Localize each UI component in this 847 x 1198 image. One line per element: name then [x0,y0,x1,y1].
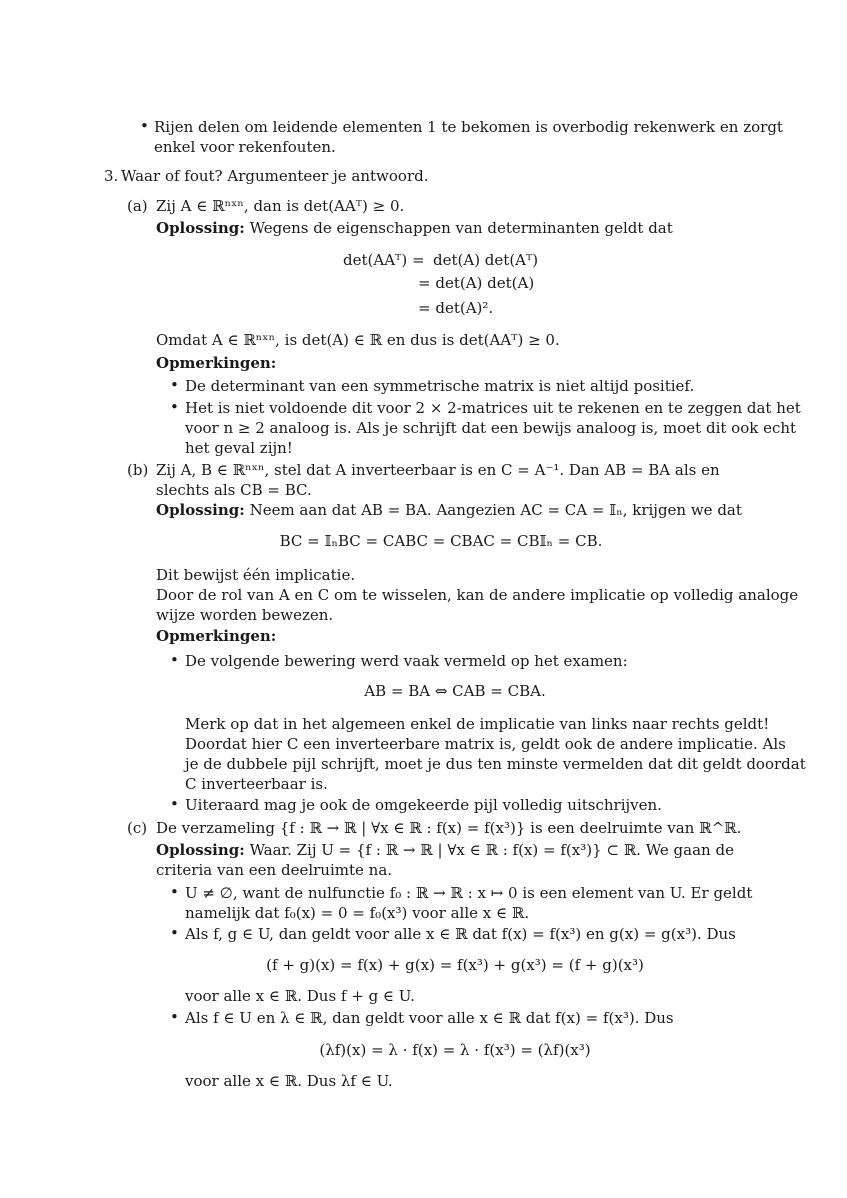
part-c-solution [156,840,734,860]
solution-heading: Oplossing: [156,501,245,519]
solution-text: Neem aan dat AB = BA. Aangezien AC = CA = 𝕀ₙ, krijgen we dat [249,501,742,519]
part-a-statement: Zij A ∈ ℝⁿˣⁿ, dan is det(AAᵀ) ≥ 0. [156,197,405,215]
part-a-solution [156,218,673,238]
remark-b-note-2: Doordat hier C een inverteerbare matrix is, geldt ook de andere implicatie. Als [185,735,786,753]
remarks-heading: Opmerkingen: [156,627,277,645]
solution-text: Waar. Zij U = {f : ℝ → ℝ | ∀x ∈ ℝ : f(x) = f(x³)} ⊂ ℝ. We gaan de [249,841,734,859]
bullet-icon: • [140,117,149,135]
part-b-equation: BC = 𝕀ₙBC = CABC = CBAC = CB𝕀ₙ = CB. [279,532,603,550]
remark-b-note-1: Merk op dat in het algemeen enkel de implicatie van links naar rechts geldt! [185,715,770,733]
part-b-solution [156,500,742,520]
criterion-1-line-1: U ≠ ∅, want de nulfunctie f₀ : ℝ → ℝ : x ↦ 0 is een element van U. Er geldt [185,884,753,902]
eq-line-1-left: det(AAᵀ) = [343,251,425,269]
bullet-icon: • [170,398,179,416]
remark-b-equation: AB = BA ⇔ CAB = CBA. [364,682,546,700]
intro-line-2: enkel voor rekenfouten. [154,138,336,156]
bullet-icon: • [170,376,179,394]
remark-a-1: De determinant van een symmetrische matrix is niet altijd positief. [185,377,695,395]
bullet-icon: • [170,651,179,669]
part-b-statement-2: slechts als CB = BC. [156,481,312,499]
remark-b-2: Uiteraard mag je ook de omgekeerde pijl volledig uitschrijven. [185,796,662,814]
remark-b-note-3: je de dubbele pijl schrijft, moet je dus ten minste vermelden dat dit geldt doordat [185,755,806,773]
intro-line-1: Rijen delen om leidende elementen 1 te bekomen is overbodig rekenwerk en zorgt [154,118,783,136]
remark-b-note-4: C inverteerbaar is. [185,775,328,793]
criterion-2-line-2: voor alle x ∈ ℝ. Dus f + g ∈ U. [185,987,415,1005]
bullet-icon: • [170,1008,179,1026]
part-b-statement-1: Zij A, B ∈ ℝⁿˣⁿ, stel dat A inverteerbaar is en C = A⁻¹. Dan AB = BA als en [156,461,720,479]
criterion-2-equation: (f + g)(x) = f(x) + g(x) = f(x³) + g(x³) = (f + g)(x³) [266,956,644,974]
part-b-paragraph-1: Dit bewijst één implicatie. [156,566,356,584]
remark-a-2-line-1: Het is niet voldoende dit voor 2 × 2-matrices uit te rekenen en te zeggen dat het [185,399,801,417]
part-a-conclusion: Omdat A ∈ ℝⁿˣⁿ, is det(A) ∈ ℝ en dus is det(AAᵀ) ≥ 0. [156,331,560,349]
part-a-label: (a) [127,197,148,215]
remark-a-2-line-3: het geval zijn! [185,439,293,457]
question-title: Waar of fout? Argumenteer je antwoord. [121,167,429,185]
criterion-3-line-1: Als f ∈ U en λ ∈ ℝ, dan geldt voor alle x ∈ ℝ dat f(x) = f(x³). Dus [185,1009,674,1027]
part-c-label: (c) [127,819,148,837]
criterion-1-line-2: namelijk dat f₀(x) = 0 = f₀(x³) voor alle x ∈ ℝ. [185,904,530,922]
bullet-icon: • [170,795,179,813]
criterion-3-line-2: voor alle x ∈ ℝ. Dus λf ∈ U. [185,1072,393,1090]
part-b-label: (b) [127,461,149,479]
bullet-icon: • [170,883,179,901]
part-b-paragraph-2-line-2: wijze worden bewezen. [156,606,334,624]
criterion-3-equation: (λf)(x) = λ · f(x) = λ · f(x³) = (λf)(x³) [319,1041,591,1059]
solution-text: Wegens de eigenschappen van determinanten geldt dat [249,219,673,237]
eq-line-2: = det(A) det(A) [418,274,535,292]
criterion-2-line-1: Als f, g ∈ U, dan geldt voor alle x ∈ ℝ dat f(x) = f(x³) en g(x) = g(x³). Dus [185,925,736,943]
part-b-paragraph-2-line-1: Door de rol van A en C om te wisselen, kan de andere implicatie op volledig analoge [156,586,799,604]
remark-b-1: De volgende bewering werd vaak vermeld op het examen: [185,652,628,670]
remarks-heading: Opmerkingen: [156,354,277,372]
part-c-solution-line-2: criteria van een deelruimte na. [156,861,393,879]
part-c-statement: De verzameling {f : ℝ → ℝ | ∀x ∈ ℝ : f(x) = f(x³)} is een deelruimte van ℝ^ℝ. [156,819,742,837]
eq-line-3: = det(A)². [418,299,494,317]
bullet-icon: • [170,924,179,942]
remark-a-2-line-2: voor n ≥ 2 analoog is. Als je schrijft dat een bewijs analoog is, moet dit ook echt [185,419,797,437]
question-number: 3. [104,167,119,185]
solution-heading: Oplossing: [156,841,245,859]
solution-heading: Oplossing: [156,219,245,237]
eq-line-1-right: det(A) det(Aᵀ) [433,251,539,269]
